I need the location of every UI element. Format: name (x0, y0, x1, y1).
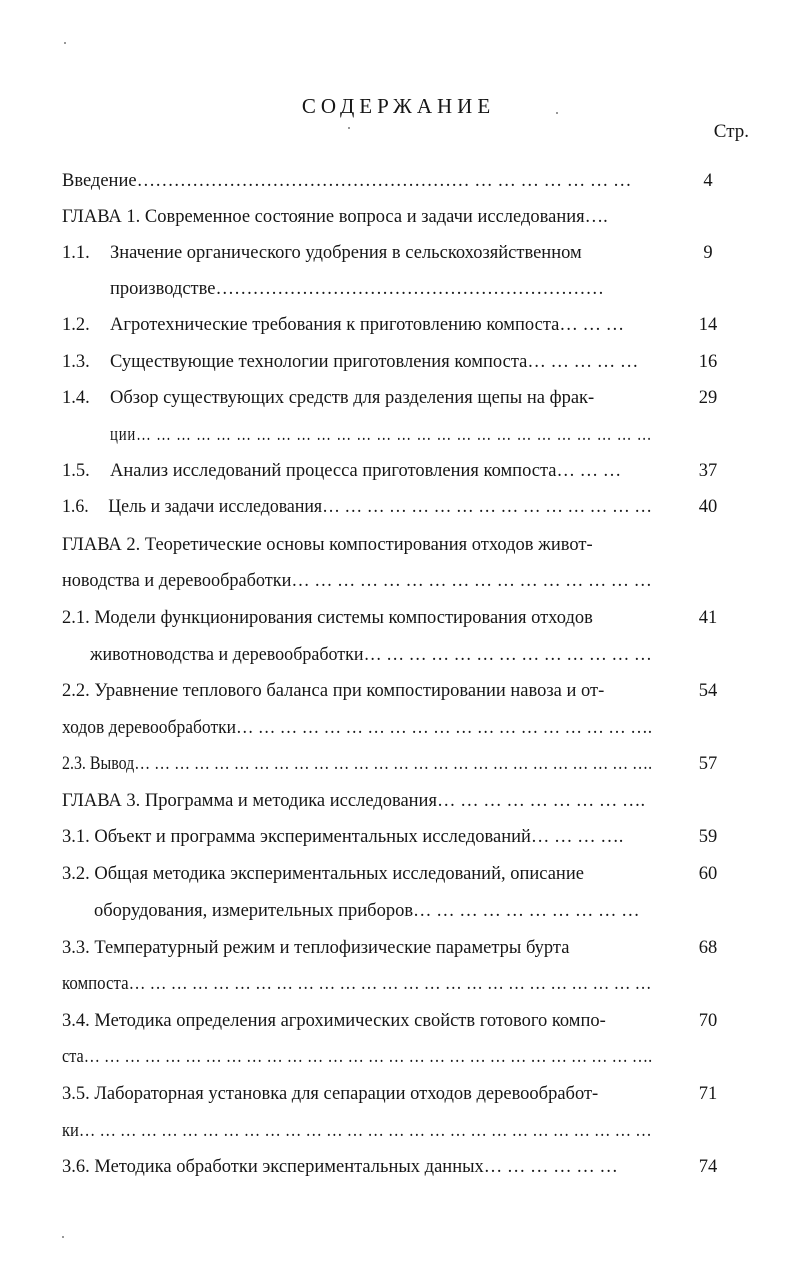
toc-page-number: 74 (698, 1157, 718, 1177)
toc-section-number: 1.5. (62, 461, 90, 481)
toc-entry-text: Введение……………………………………………… … … … … … … … (62, 171, 632, 191)
toc-page-number: 54 (698, 681, 718, 701)
toc-entry-text: 3.6. Методика обработки экспериментальных данных… … … … … … (62, 1157, 618, 1177)
toc-entry-text: 2.1. Модели функционирования системы компостирования отходов (62, 608, 593, 628)
toc-line (62, 351, 652, 373)
toc-entry-text: 3.4. Методика определения агрохимических свойств готового компо- (62, 1011, 606, 1031)
toc-entry-text: ГЛАВА 1. Современное состояние вопроса и задачи исследования…. (62, 207, 608, 227)
toc-line (62, 937, 652, 959)
toc-line (110, 424, 652, 446)
toc-line (62, 1010, 652, 1032)
toc-page-number: 59 (698, 827, 718, 847)
toc-line (62, 1083, 652, 1105)
toc-entry-text: оборудования, измерительных приборов… … … … … … … … … … (94, 901, 640, 921)
scan-speck (62, 1236, 64, 1238)
toc-line (62, 387, 652, 409)
toc-entry-text: 3.2. Общая методика экспериментальных исследований, описание (62, 864, 584, 884)
toc-line (62, 242, 652, 264)
scan-speck (64, 42, 66, 44)
toc-entry-text: компоста… … … … … … … … … … … … … … … … … … … … … … … … … (62, 974, 652, 994)
toc-chapter-heading (62, 534, 652, 556)
toc-line (62, 460, 652, 482)
toc-entry-text: Цель и задачи исследования… … … … … … … … … … … … … … … (108, 497, 653, 517)
toc-entry-text: новодства и деревообработки… … … … … … … … … … … … … … … … (62, 571, 652, 591)
toc-chapter-heading (62, 790, 652, 812)
toc-section-number: 1.3. (62, 352, 90, 372)
toc-entry-text: производстве……………………………………………………… (110, 279, 604, 299)
toc-line (62, 570, 652, 592)
toc-page-number: 70 (698, 1011, 718, 1031)
toc-line (94, 900, 652, 922)
toc-line (62, 973, 652, 995)
toc-entry-text: ки… … … … … … … … … … … … … … … … … … … … … … … … … … … … (62, 1121, 652, 1141)
toc-section-number: 1.4. (62, 388, 90, 408)
toc-entry-text: ста… … … … … … … … … … … … … … … … … … … … … … … … … … … …. (62, 1047, 653, 1067)
toc-line (62, 717, 652, 739)
toc-page-number: 40 (698, 497, 718, 517)
toc-line (90, 644, 652, 666)
toc-line (62, 1156, 652, 1178)
toc-page-number: 16 (698, 352, 718, 372)
toc-entry-text: Анализ исследований процесса приготовления компоста… … … (110, 461, 622, 481)
toc-page-number: 57 (698, 754, 718, 774)
toc-section-number: 1.1. (62, 243, 90, 263)
toc-entry-text: ции… … … … … … … … … … … … … … … … … … … … … … … … … … (110, 425, 653, 445)
toc-entry-text: Обзор существующих средств для разделения щепы на фрак- (110, 388, 595, 408)
toc-line (62, 1046, 652, 1068)
toc-page-number: 9 (703, 243, 713, 263)
scan-speck (348, 127, 350, 129)
toc-entry-text: ГЛАВА 3. Программа и методика исследования… … … … … … … … …. (62, 791, 646, 811)
toc-entry-text: 3.3. Температурный режим и теплофизические параметры бурта (62, 938, 570, 958)
toc-line (62, 314, 652, 336)
toc-page-number: 60 (698, 864, 718, 884)
toc-page-number: 41 (698, 608, 718, 628)
toc-chapter-heading (62, 206, 652, 228)
toc-entry-text: ГЛАВА 2. Теоретические основы компостирования отходов живот- (62, 535, 593, 555)
page-column-label: Стр. (713, 121, 749, 142)
toc-entry-text: Агротехнические требования к приготовлению компоста… … … (110, 315, 625, 335)
toc-entry-text: ходов деревообработки… … … … … … … … … … … … … … … … … … …. (62, 718, 653, 738)
toc-page-number: 4 (703, 171, 713, 191)
toc-entry-text: 3.1. Объект и программа экспериментальных исследований… … … …. (62, 827, 624, 847)
toc-entry-text: животноводства и деревообработки… … … … … … … … … … … … … (90, 645, 652, 665)
toc-entry-text: Значение органического удобрения в сельскохозяйственном (110, 243, 582, 263)
toc-line (62, 170, 652, 192)
toc-line (62, 1120, 652, 1142)
toc-line (62, 863, 652, 885)
toc-line (62, 496, 652, 518)
toc-line (62, 826, 652, 848)
toc-section-number: 1.6. (62, 497, 89, 517)
toc-entry-text: 2.2. Уравнение теплового баланса при компостировании навоза и от- (62, 681, 605, 701)
toc-entry-text: 2.3. Вывод… … … … … … … … … … … … … … … … … … … … … … … … … …. (62, 754, 653, 774)
toc-page-number: 71 (698, 1084, 718, 1104)
toc-entry-text: Существующие технологии приготовления компоста… … … … … (110, 352, 639, 372)
toc-line (110, 278, 652, 300)
toc-entry-text: 3.5. Лабораторная установка для сепарации отходов деревообработ- (62, 1084, 599, 1104)
toc-line (62, 607, 652, 629)
toc-page-number: 29 (698, 388, 718, 408)
toc-page-number: 14 (698, 315, 718, 335)
toc-section-number: 1.2. (62, 315, 90, 335)
toc-page-number: 37 (698, 461, 718, 481)
toc-page-number: 68 (698, 938, 718, 958)
toc-line (62, 753, 652, 775)
toc-line (62, 680, 652, 702)
toc-title: СОДЕРЖАНИЕ (301, 94, 496, 118)
